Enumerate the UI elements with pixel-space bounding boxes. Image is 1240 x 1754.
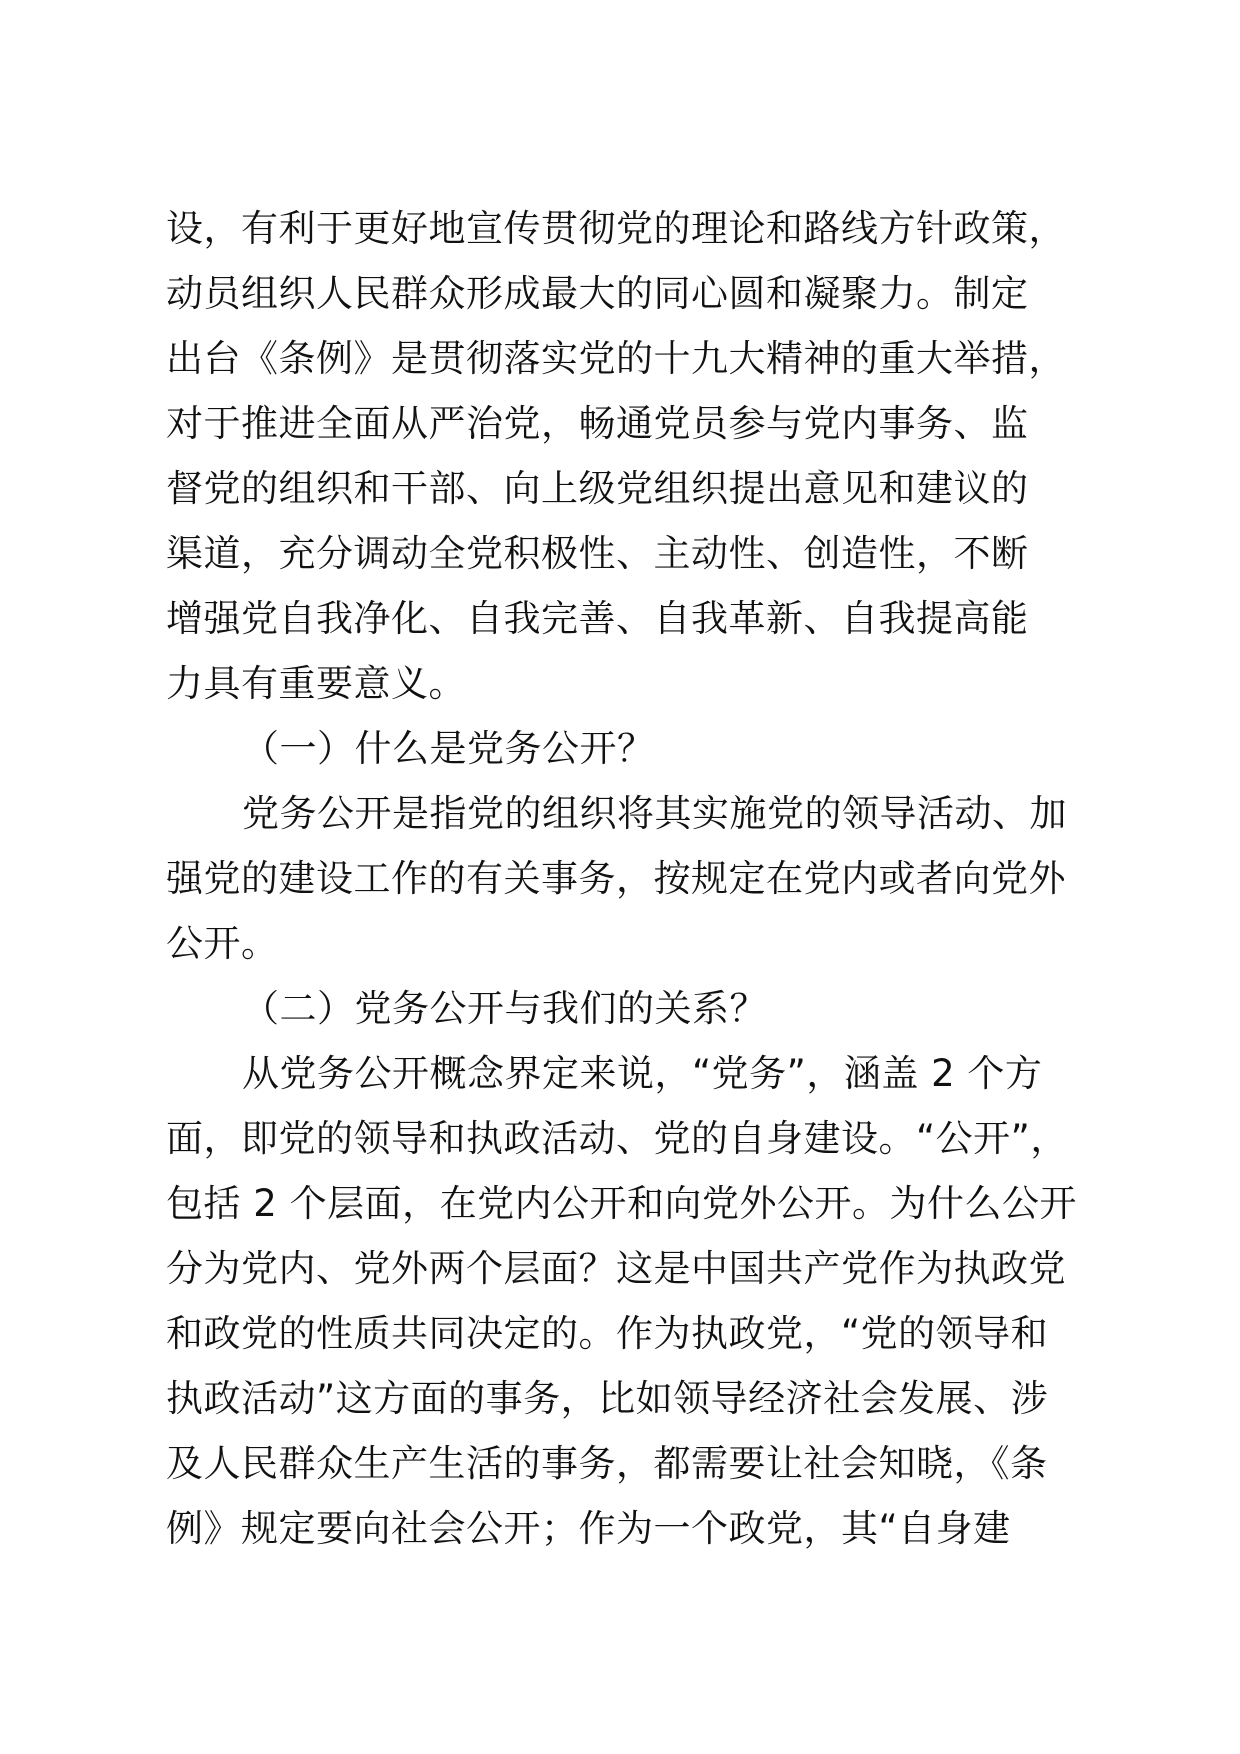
text-line: 和政党的性质共同决定的。作为执政党，“党的领导和 [166,1312,1049,1355]
text-line: 对于推进全面从严治党，畅通党员参与党内事务、监 [166,402,1029,445]
text-line: 力具有重要意义。 [166,662,466,705]
text-line: 渠道，充分调动全党积极性、主动性、创造性，不断 [166,532,1029,575]
body-text [166,196,1096,1561]
text-line: 动员组织人民群众形成最大的同心圆和凝聚力。制定 [166,272,1029,315]
text-line: 执政活动”这方面的事务，比如领导经济社会发展、涉 [166,1377,1049,1420]
text-line: 设，有利于更好地宣传贯彻党的理论和路线方针政策， [166,207,1066,250]
text-line: 增强党自我净化、自我完善、自我革新、自我提高能 [166,597,1029,640]
text-line: 包括 2 个层面，在党内公开和向党外公开。为什么公开 [166,1182,1078,1225]
text-line: 公开。 [166,922,279,965]
text-line: 出台《条例》是贯彻落实党的十九大精神的重大举措， [166,337,1066,380]
text-line: 面，即党的领导和执政活动、党的自身建设。“公开”， [166,1117,1068,1160]
paragraph-first-line: 党务公开是指党的组织将其实施党的领导活动、加 [242,792,1067,835]
section-heading-2: （二）党务公开与我们的关系？ [242,987,767,1030]
text-line: 督党的组织和干部、向上级党组织提出意见和建议的 [166,467,1029,510]
section-heading-1: （一）什么是党务公开？ [242,727,655,770]
paragraph-first-line: 从党务公开概念界定来说，“党务”，涵盖 2 个方 [242,1052,1043,1095]
text-line: 分为党内、党外两个层面？这是中国共产党作为执政党 [166,1247,1066,1290]
text-line: 强党的建设工作的有关事务，按规定在党内或者向党外 [166,857,1066,900]
text-line: 及人民群众生产生活的事务，都需要让社会知晓，《条 [166,1442,1048,1485]
text-line: 例》规定要向社会公开；作为一个政党，其“自身建 [166,1507,1011,1550]
